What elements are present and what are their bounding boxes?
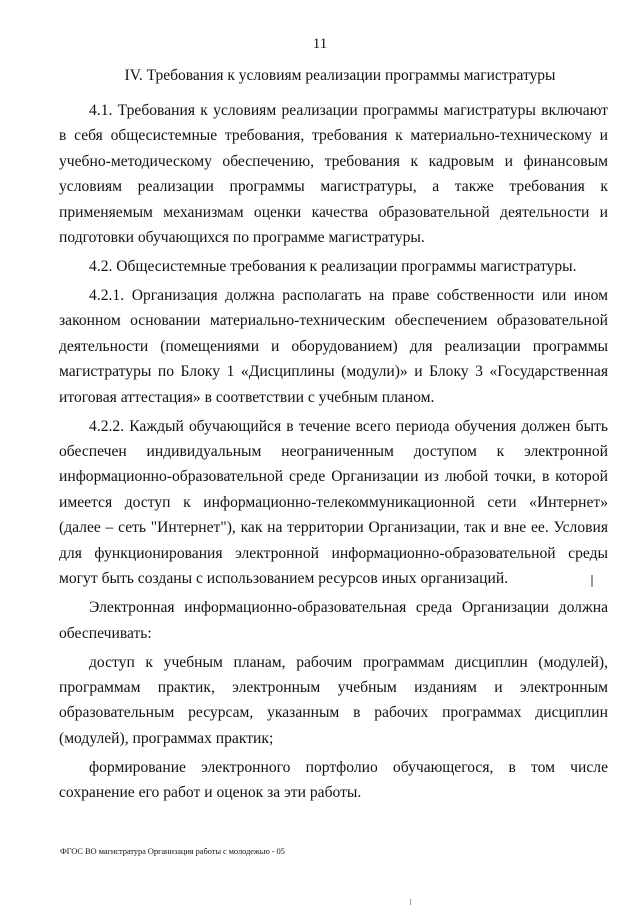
document-body [59,98,608,809]
scan-artifact [591,575,593,587]
page-number: 11 [312,36,328,52]
paragraph-4-2: 4.2. Общесистемные требования к реализации программы магистратуры. [89,258,577,276]
paragraph-4-2-1: 4.2.1. Организация должна располагать на праве собственности или ином законном основании материально-техническим обеспечением образовательной деятельности (помещениями и оборудованием) для реализации программы магистратуры по Блоку 1 «Дисциплины (модули)» и Блоку 3 «Государственная итоговая аттестация» в соответствии с учебным планом. [59,287,608,406]
paragraph-4-1: 4.1. Требования к условиям реализации программы магистратуры включают в себя общесистемные требования, требования к материально-техническому и учебно-методическому обеспечению, требования к кадровым и финансовым условиям реализации программы магистратуры, а также требования к применяемым механизмам оценки качества образовательной деятельности и подготовки обучающихся по программе магистратуры. [59,102,608,247]
paragraph-eios-intro: Электронная информационно-образовательная среда Организации должна обеспечивать: [59,599,608,642]
section-title: IV. Требования к условиям реализации программы магистратуры [124,67,556,84]
paragraph-4-2-2: 4.2.2. Каждый обучающийся в течение всего периода обучения должен быть обеспечен индивидуальным неограниченным доступом к электронной информационно-образовательной среде Организации из любой точки, в которой имеется доступ к информационно-телекоммуникационной сети «Интернет» (далее – сеть "Интернет"), как на территории Организации, так и вне ее. Условия для функционирования электронной информационно-образовательной среды могут быть созданы с использованием ресурсов иных организаций. [59,417,608,588]
list-item-access: доступ к учебным планам, рабочим программам дисциплин (модулей), программам практик, электронным учебным изданиям и электронным образовательным ресурсам, указанным в рабочих программах дисциплин (модулей), программах практик; [59,653,608,747]
scan-artifact-bottom [410,899,411,905]
list-item-portfolio: формирование электронного портфолио обучающегося, в том числе сохранение его работ и оценок за эти работы. [59,758,608,802]
footer-note: ФГОС ВО магистратура Организация работы с молодежью - 05 [60,846,285,856]
